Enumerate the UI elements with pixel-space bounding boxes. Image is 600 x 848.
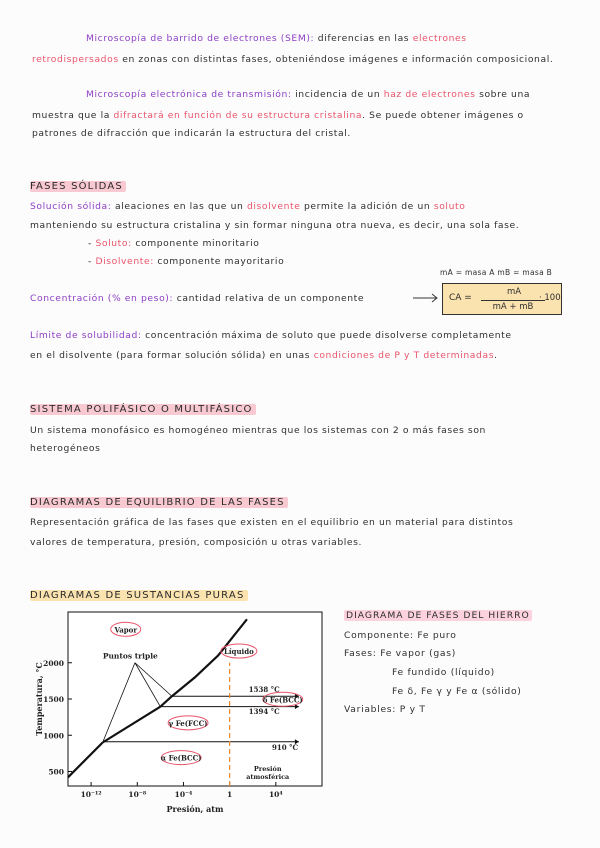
region-label: α Fe(BCC) xyxy=(160,753,202,763)
tem-line-3: patrones de difracción que indicarán la estructura del cristal. xyxy=(32,128,351,139)
annotation-1538: 1538 °C xyxy=(248,684,280,694)
hierro-fases: Fases: Fe vapor (gas) xyxy=(344,648,457,659)
sistema-line-2: heterogéneos xyxy=(30,443,101,454)
bullet-disolvente: - Disolvente: componente mayoritario xyxy=(88,256,285,267)
tem-line-2: muestra que la difractará en función de su estructura cristalina. Se puede obtener imágenes o xyxy=(32,110,524,121)
limite-line-2: en el disolvente (para formar solución sólida) en unas condiciones de P y T determinadas. xyxy=(30,350,498,361)
region-label: δ Fe(BCC) xyxy=(262,695,303,705)
diagramas-line-1: Representación gráfica de las fases que existen en el equilibrio en un material para distintos xyxy=(30,517,514,528)
x-tick-label: 10⁻¹² xyxy=(80,790,102,799)
heading-sustancias-puras: DIAGRAMAS DE SUSTANCIAS PURAS xyxy=(30,590,248,601)
sem-term: Microscopía de barrido de electrones (SEM): xyxy=(86,33,315,44)
x-tick-label: 10⁻⁸ xyxy=(128,790,147,799)
concentracion-line: Concentración (% en peso): cantidad relativa de un componente xyxy=(30,293,365,304)
solucion-line-1: Solución sólida: aleaciones en las que un disolvente permite la adición de un soluto xyxy=(30,201,466,212)
masses-note: mA = masa A mB = masa B xyxy=(440,268,553,277)
annotation-1394: 1394 °C xyxy=(248,707,280,717)
sistema-line-1: Un sistema monofásico es homogéneo mientras que los sistemas con 2 o más fases son xyxy=(30,425,486,436)
x-tick-label: 1 xyxy=(227,790,233,799)
heading-sistema: SISTEMA POLIFÁSICO O MULTIFÁSICO xyxy=(30,404,256,415)
solucion-line-2: manteniendo su estructura cristalina y sin formar ninguna otra nueva, es decir, una sola fase. xyxy=(30,220,520,231)
limite-line-1: Límite de solubilidad: concentración máxima de soluto que puede disolverse completamente xyxy=(30,330,512,341)
heading-diagramas-equilibrio: DIAGRAMAS DE EQUILIBRIO DE LAS FASES xyxy=(30,497,288,508)
y-axis-label: Temperatura, °C xyxy=(34,662,44,736)
y-tick-label: 1500 xyxy=(43,695,64,704)
diagramas-line-2: valores de temperatura, presión, composición u otras variables. xyxy=(30,537,363,548)
arrow-icon xyxy=(412,292,440,304)
heading-fases-solidas: FASES SÓLIDAS xyxy=(30,181,126,192)
iron-phase-diagram xyxy=(30,608,330,826)
annotation-910: 910 °C xyxy=(271,742,299,752)
annotation-triple: Puntos triple xyxy=(102,651,158,661)
sem-line-2: retrodispersados en zonas con distintas fases, obteniéndose imágenes e información composicional. xyxy=(32,54,554,65)
heading-hierro: DIAGRAMA DE FASES DEL HIERRO xyxy=(346,610,530,621)
x-tick-label: 10⁴ xyxy=(268,790,283,799)
region-label: Vapor xyxy=(114,625,138,635)
concentration-formula: CA = mA mA + mB · 100 xyxy=(442,283,562,315)
y-tick-label: 500 xyxy=(48,767,64,777)
annotation-presion: Presión xyxy=(253,764,282,773)
region-label: Líquido xyxy=(223,647,254,657)
tem-line-1: Microscopía electrónica de transmisión: incidencia de un haz de electrones sobre una xyxy=(86,89,531,100)
tem-term: Microscopía electrónica de transmisión: xyxy=(86,89,292,100)
sem-line-1: Microscopía de barrido de electrones (SEM): diferencias en las electrones xyxy=(86,33,467,44)
hierro-componente: Componente: Fe puro xyxy=(344,630,457,641)
hierro-variables: Variables: P y T xyxy=(344,704,426,715)
y-tick-label: 1000 xyxy=(43,731,64,741)
hierro-fase-liquido: Fe fundido (líquido) xyxy=(392,667,495,678)
bullet-soluto: - Soluto: componente minoritario xyxy=(88,238,260,249)
hierro-fase-solido: Fe δ, Fe γ y Fe α (sólido) xyxy=(392,686,522,697)
x-tick-label: 10⁻⁴ xyxy=(174,790,193,799)
annotation-atmosferica: atmosférica xyxy=(246,772,290,781)
y-tick-label: 2000 xyxy=(43,658,64,668)
x-axis-label: Presión, atm xyxy=(166,804,224,814)
region-label: γ Fe(FCC) xyxy=(168,718,208,728)
